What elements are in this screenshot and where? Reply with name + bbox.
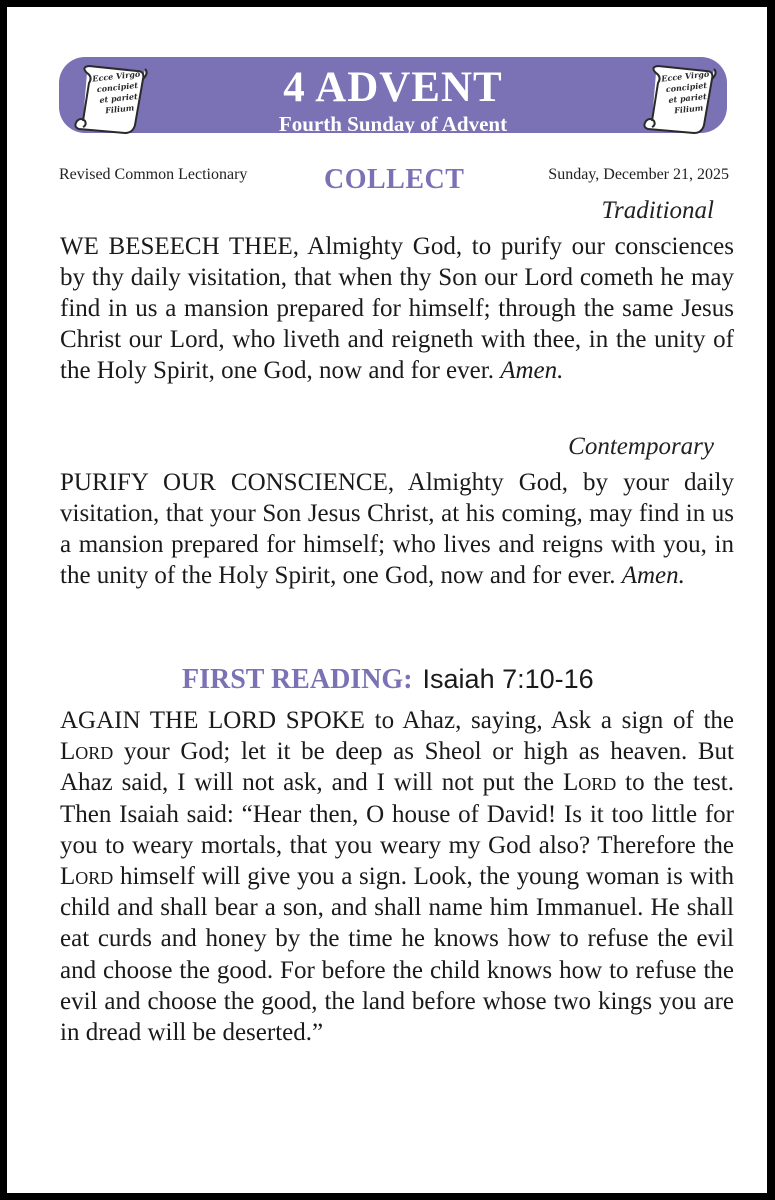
lord-smallcaps: Lord: [60, 738, 114, 766]
reading-text-part: himself will give you a sign. Look, the young woman is with child and shall bear a son, and shall name him Immanuel. He shall eat curds and honey by the time he knows how to refuse the evil and choose the good. For before the child knows how to refuse the evil and choose the good, the land before whose two kings you are in dread will be deserted.”: [60, 863, 734, 1047]
traditional-collect-text: WE BESEECH THEE, Almighty God, to purify our consciences by thy daily visitation, that when thy Son our Lord cometh he may find in us a mansion prepared for himself; through the same Jesus Christ our Lord, who liveth and reigneth with thee, in the unity of the Holy Spirit, one God, now and for ever.: [60, 233, 734, 384]
title-banner: [59, 57, 727, 136]
meta-row: [59, 164, 729, 200]
amen: Amen.: [621, 562, 685, 589]
first-reading-title: FIRST READING:: [182, 664, 413, 695]
scroll-inscription: Ecce Virgo concipiet et pariet Filium: [660, 68, 710, 116]
collect-heading: COLLECT: [324, 164, 465, 195]
first-reading-heading: [182, 664, 594, 696]
first-reading-reference: Isaiah 7:10-16: [422, 664, 594, 694]
contemporary-collect: [60, 467, 734, 591]
first-reading-text: [60, 705, 734, 1048]
lord-smallcaps: Lord: [60, 863, 114, 891]
amen: Amen.: [500, 357, 564, 384]
lord-smallcaps: Lord: [562, 769, 617, 797]
scroll-inscription: Ecce Virgo concipiet et pariet Filium: [91, 68, 141, 116]
date-label: Sunday, December 21, 2025: [548, 166, 729, 183]
page-title: 4 ADVENT: [283, 64, 503, 111]
page-subtitle: Fourth Sunday of Advent: [278, 112, 508, 136]
contemporary-label: Contemporary: [568, 433, 714, 460]
traditional-label: Traditional: [601, 197, 714, 224]
reading-text-part: your God; let it be deep as Sheol or high as heaven. But Ahaz said, I will not ask, and I will not put the: [60, 738, 734, 797]
reading-text-part: AGAIN THE LORD SPOKE to Ahaz, saying, Ask a sign of the: [60, 707, 734, 734]
lectionary-label: Revised Common Lectionary: [59, 166, 248, 183]
scroll-icon: [642, 63, 724, 139]
traditional-collect: [60, 231, 734, 386]
reading-text-part: to the test. Then Isaiah said: “Hear then, O house of David! Is it too little for you to weary mortals, that you weary my God also? Therefore the: [60, 769, 734, 859]
contemporary-collect-text: PURIFY OUR CONSCIENCE, Almighty God, by your daily visitation, that your Son Jesus Christ, at his coming, may find in us a mansion prepared for himself; who lives and reigns with you, in the unity of the Holy Spirit, one God, now and for ever.: [60, 469, 734, 589]
